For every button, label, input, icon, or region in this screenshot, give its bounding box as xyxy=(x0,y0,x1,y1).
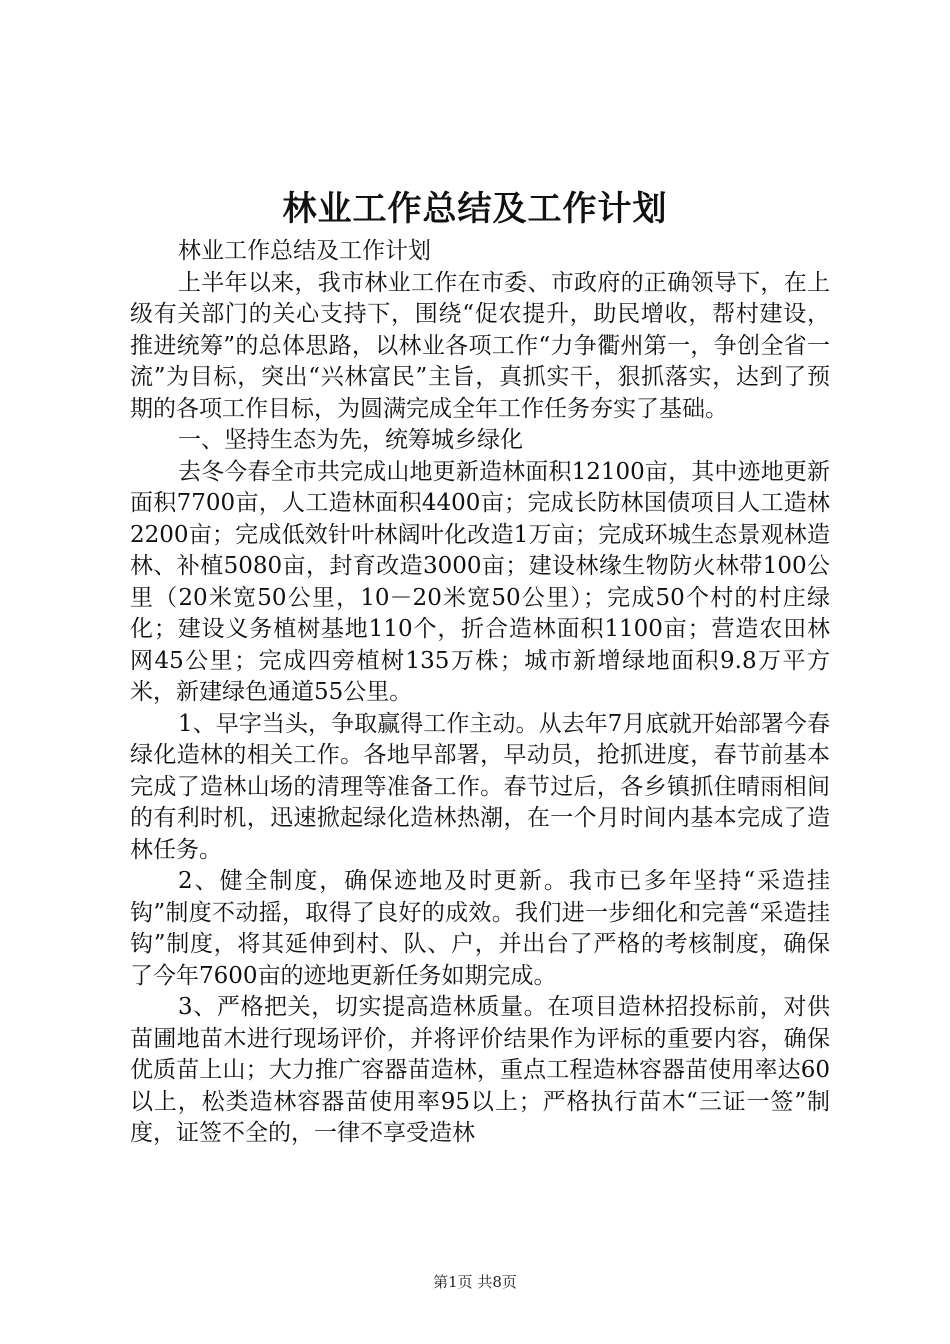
document-title: 林业工作总结及工作计划 xyxy=(282,189,668,229)
paragraph-item-1: 1、早字当头，争取赢得工作主动。从去年7月底就开始部署今春绿化造林的相关工作。各地早部署，早动员，抢抓进度，春节前基本完成了造林山场的清理等准备工作。春节过后，各乡镇抓住晴雨相间的有利时机，迅速掀起绿化造林热潮，在一个月时间内基本完成了造林任务。 xyxy=(130,710,830,863)
paragraph-item-3: 3、严格把关，切实提高造林质量。在项目造林招投标前，对供苗圃地苗木进行现场评价，并将评价结果作为评标的重要内容，确保优质苗上山；大力推广容器苗造林，重点工程造林容器苗使用率达60以上，松类造林容器苗使用率95以上；严格执行苗木“三证一签”制度，证签不全的，一律不享受造林 xyxy=(130,994,830,1146)
section-heading-1: 一、坚持生态为先，统筹城乡绿化 xyxy=(178,427,523,453)
document-body xyxy=(130,236,830,1150)
paragraph-item-2: 2、健全制度，确保迹地及时更新。我市已多年坚持“采造挂钩”制度不动摇，取得了良好的成效。我们进一步细化和完善“采造挂钩”制度，将其延伸到村、队、户，并出台了严格的考核制度，确保了今年7600亩的迹地更新任务如期完成。 xyxy=(130,868,830,989)
paragraph-subtitle: 林业工作总结及工作计划 xyxy=(178,238,431,264)
paragraph-intro: 上半年以来，我市林业工作在市委、市政府的正确领导下，在上级有关部门的关心支持下，围绕“促农提升，助民增收，帮村建设，推进统筹”的总体思路，以林业各项工作“力争衢州第一，争创全省一流”为目标，突出“兴林富民”主旨，真抓实干，狠抓落实，达到了预期的各项工作目标，为圆满完成全年工作任务夯实了基础。 xyxy=(130,269,830,422)
page-number: 第1页 共8页 xyxy=(433,1273,517,1291)
paragraph-statistics: 去冬今春全市共完成山地更新造林面积12100亩，其中迹地更新面积7700亩，人工造林面积4400亩；完成长防林国债项目人工造林2200亩；完成低效针叶林阔叶化改造1万亩；完成环城生态景观林造林、补植5080亩，封育改造3000亩；建设林缘生物防火林带100公里（20米宽50公里，10－20米宽50公里）；完成50个村的村庄绿化；建设义务植树基地110个，折合造林面积1100亩；营造农田林网45公里；完成四旁植树135万株；城市新增绿地面积9.8万平方米，新建绿色通道55公里。 xyxy=(130,458,830,705)
